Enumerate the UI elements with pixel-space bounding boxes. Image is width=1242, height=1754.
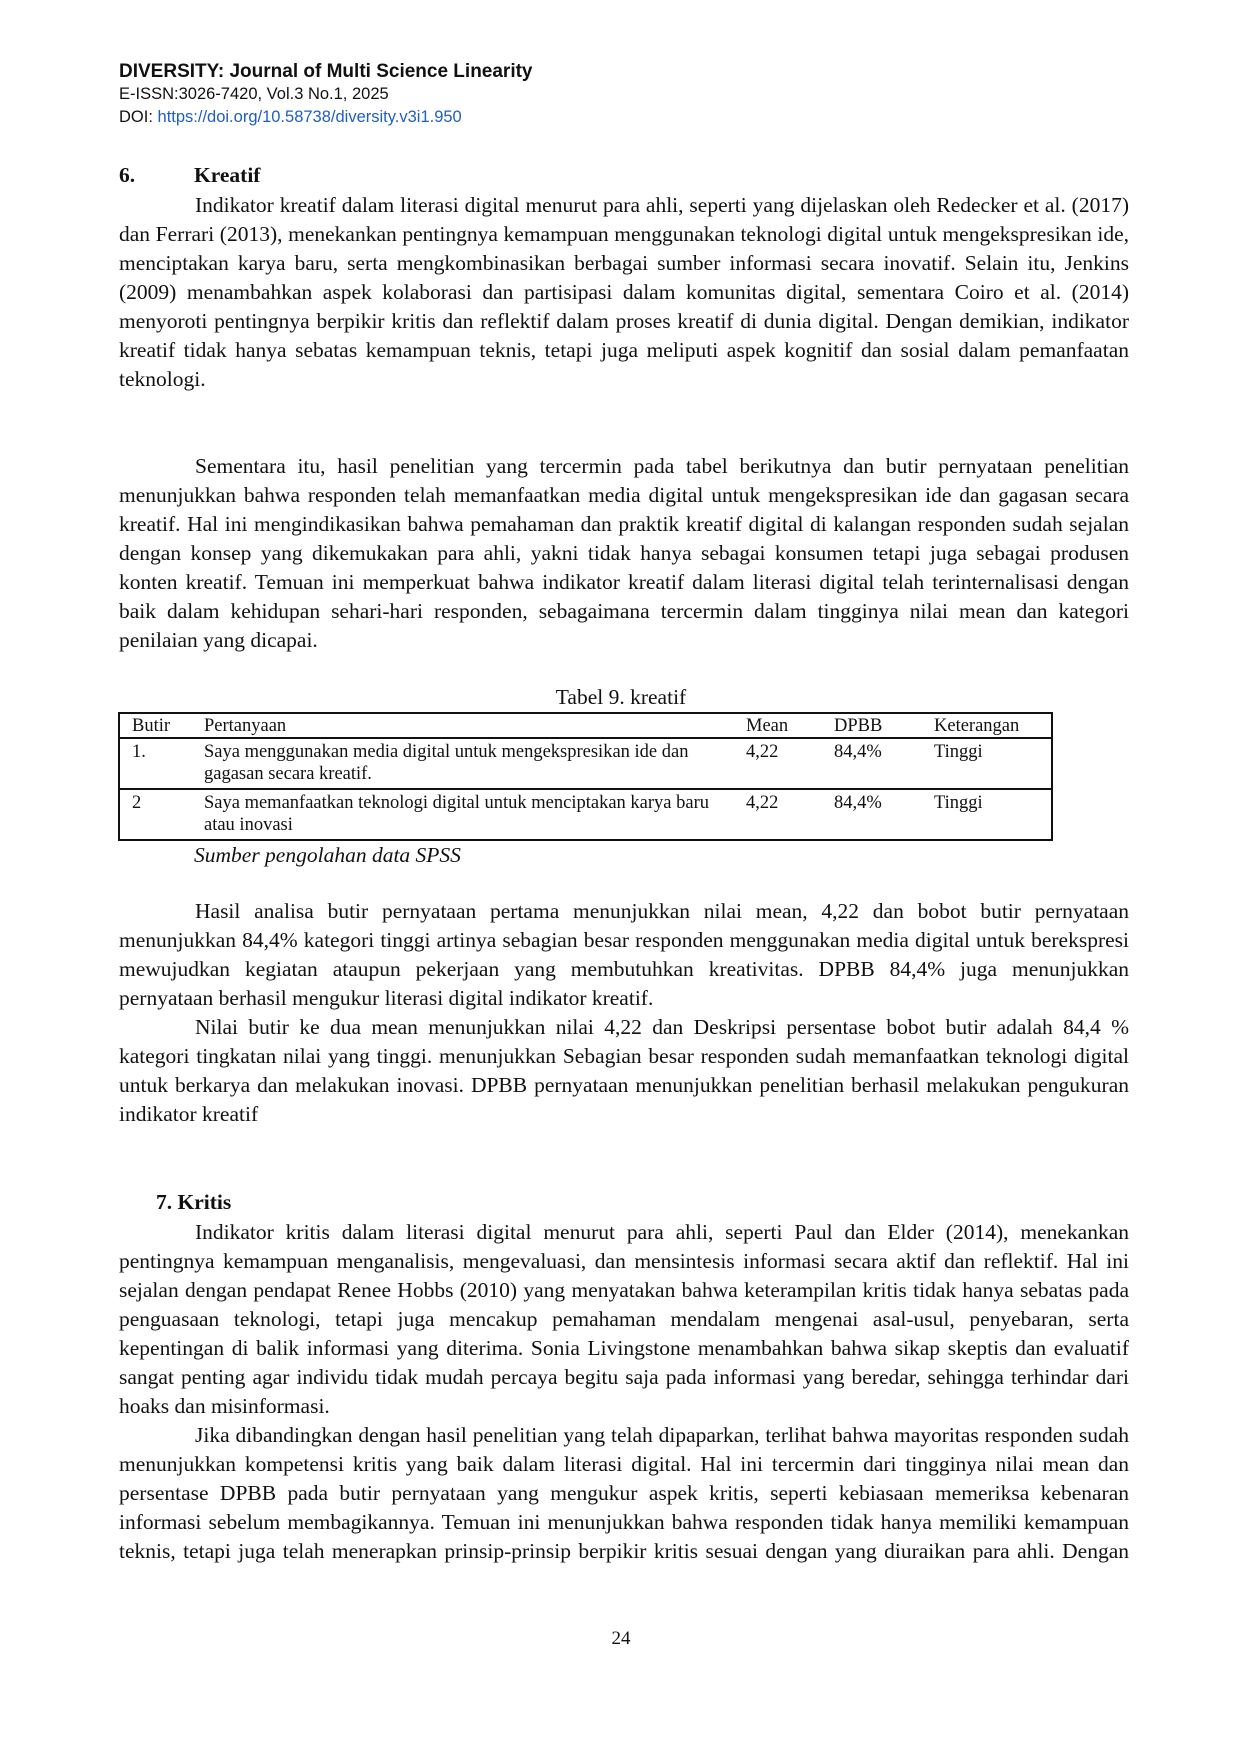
section-7-block [119,1218,1129,1566]
section-6-title: Kreatif [194,163,261,187]
cell-pertanyaan: Saya memanfaatkan teknologi digital untuk menciptakan karya baru atau inovasi [194,789,734,840]
section-6-paragraph-2-block [119,452,1129,655]
section-7-title: Kritis [177,1190,232,1214]
journal-title: DIVERSITY: Journal of Multi Science Linearity [119,61,533,82]
cell-mean: 4,22 [734,738,822,789]
table-header-row [119,713,1052,738]
doi-link[interactable]: https://doi.org/10.58738/diversity.v3i1.950 [157,108,462,126]
analysis-block [119,897,1129,1129]
section-7-number: 7. [156,1190,173,1214]
section-6-heading [119,163,260,188]
section-6-paragraph-2: Sementara itu, hasil penelitian yang tercermin pada tabel berikutnya dan butir pernyataan penelitian menunjukkan bahwa responden telah memanfaatkan media digital untuk mengekspresikan ide dan gagasan secara kreatif. Hal ini mengindikasikan bahwa pemahaman dan praktik kreatif digital di kalangan responden sudah sejalan dengan konsep yang dikemukakan para ahli, yakni tidak hanya sebagai konsumen tetapi juga sebagai produsen konten kreatif. Temuan ini memperkuat bahwa indikator kreatif dalam literasi digital telah terinternalisasi dengan baik dalam kehidupan sehari-hari responden, sebagaimana tercermin dalam tingginya nilai mean dan kategori penilaian yang dicapai. [119,454,1129,652]
header-keterangan: Keterangan [922,713,1052,738]
cell-butir: 2 [119,789,194,840]
table-9 [118,712,1053,841]
table-row [119,738,1052,789]
cell-keterangan: Tinggi [922,738,1052,789]
header-butir: Butir [119,713,194,738]
table-caption: Tabel 9. kreatif [555,685,687,709]
doi-line [119,106,533,129]
cell-dpbb: 84,4% [822,738,922,789]
doi-label: DOI: [119,108,158,126]
header-mean: Mean [734,713,822,738]
table-row [119,789,1052,840]
issn-line: E-ISSN:3026-7420, Vol.3 No.1, 2025 [119,85,389,103]
table-source-note: Sumber pengolahan data SPSS [194,843,461,867]
cell-butir: 1. [119,738,194,789]
cell-mean: 4,22 [734,789,822,840]
section-7-paragraph-1: Indikator kritis dalam literasi digital menurut para ahli, seperti Paul dan Elder (2014), menekankan pentingnya kemampuan menganalisis, mengevaluasi, dan mensintesis informasi secara aktif dan reflektif. Hal ini sejalan dengan pendapat Renee Hobbs (2010) yang menyatakan bahwa keterampilan kritis tidak hanya sebatas pada penguasaan teknologi, tetapi juga mencakup pemahaman mendalam mengenai asal-usul, penyebaran, serta kepentingan di balik informasi yang diterima. Sonia Livingstone menambahkan bahwa sikap skeptis dan evaluatif sangat penting agar individu tidak mudah percaya begitu saja pada informasi yang beredar, sehingga terhindar dari hoaks dan misinformasi. [119,1220,1129,1418]
section-6-number: 6. [119,163,136,187]
analysis-paragraph-1: Hasil analisa butir pernyataan pertama menunjukkan nilai mean, 4,22 dan bobot butir pernyataan menunjukkan 84,4% kategori tinggi artinya sebagian besar responden menggunakan media digital untuk berekspresi mewujudkan kegiatan ataupun pekerjaan yang membutuhkan kreativitas. DPBB 84,4% juga menunjukkan pernyataan berhasil mengukur literasi digital indikator kreatif. [119,899,1129,1010]
header-dpbb: DPBB [822,713,922,738]
section-6-paragraph-1: Indikator kreatif dalam literasi digital menurut para ahli, seperti yang dijelaskan oleh Redecker et al. (2017) dan Ferrari (2013), menekankan pentingnya kemampuan menggunakan teknologi digital untuk mengekspresikan ide, menciptakan karya baru, serta mengkombinasikan berbagai sumber informasi secara inovatif. Selain itu, Jenkins (2009) menambahkan aspek kolaborasi dan partisipasi dalam komunitas digital, sementara Coiro et al. (2014) menyoroti pentingnya berpikir kritis dan reflektif dalam proses kreatif di dunia digital. Dengan demikian, indikator kreatif tidak hanya sebatas kemampuan teknis, tetapi juga meliputi aspek kognitif dan sosial dalam pemanfaatan teknologi. [119,193,1129,391]
cell-pertanyaan: Saya menggunakan media digital untuk mengekspresikan ide dan gagasan secara kreatif. [194,738,734,789]
cell-dpbb: 84,4% [822,789,922,840]
analysis-paragraph-2: Nilai butir ke dua mean menunjukkan nilai 4,22 dan Deskripsi persentase bobot butir adalah 84,4 % kategori tingkatan nilai yang tinggi. menunjukkan Sebagian besar responden sudah memanfaatkan teknologi digital untuk berkarya dan melakukan inovasi. DPBB pernyataan menunjukkan penelitian berhasil melakukan pengukuran indikator kreatif [119,1015,1129,1126]
section-6-paragraph-1-block [119,191,1129,394]
page-number: 24 [611,1628,631,1649]
journal-header [119,60,533,129]
header-pertanyaan: Pertanyaan [194,713,734,738]
section-7-paragraph-2: Jika dibandingkan dengan hasil penelitian yang telah dipaparkan, terlihat bahwa mayoritas responden sudah menunjukkan kompetensi kritis yang baik dalam literasi digital. Hal ini tercermin dari tingginya nilai mean dan persentase DPBB pada butir pernyataan yang mengukur aspek kritis, seperti kebiasaan memeriksa kebenaran informasi sebelum membagikannya. Temuan ini menunjukkan bahwa responden tidak hanya memiliki kemampuan teknis, tetapi juga telah menerapkan prinsip-prinsip berpikir kritis sesuai dengan yang diuraikan para ahli. Dengan [119,1423,1129,1563]
cell-keterangan: Tinggi [922,789,1052,840]
section-7-heading [156,1190,231,1215]
